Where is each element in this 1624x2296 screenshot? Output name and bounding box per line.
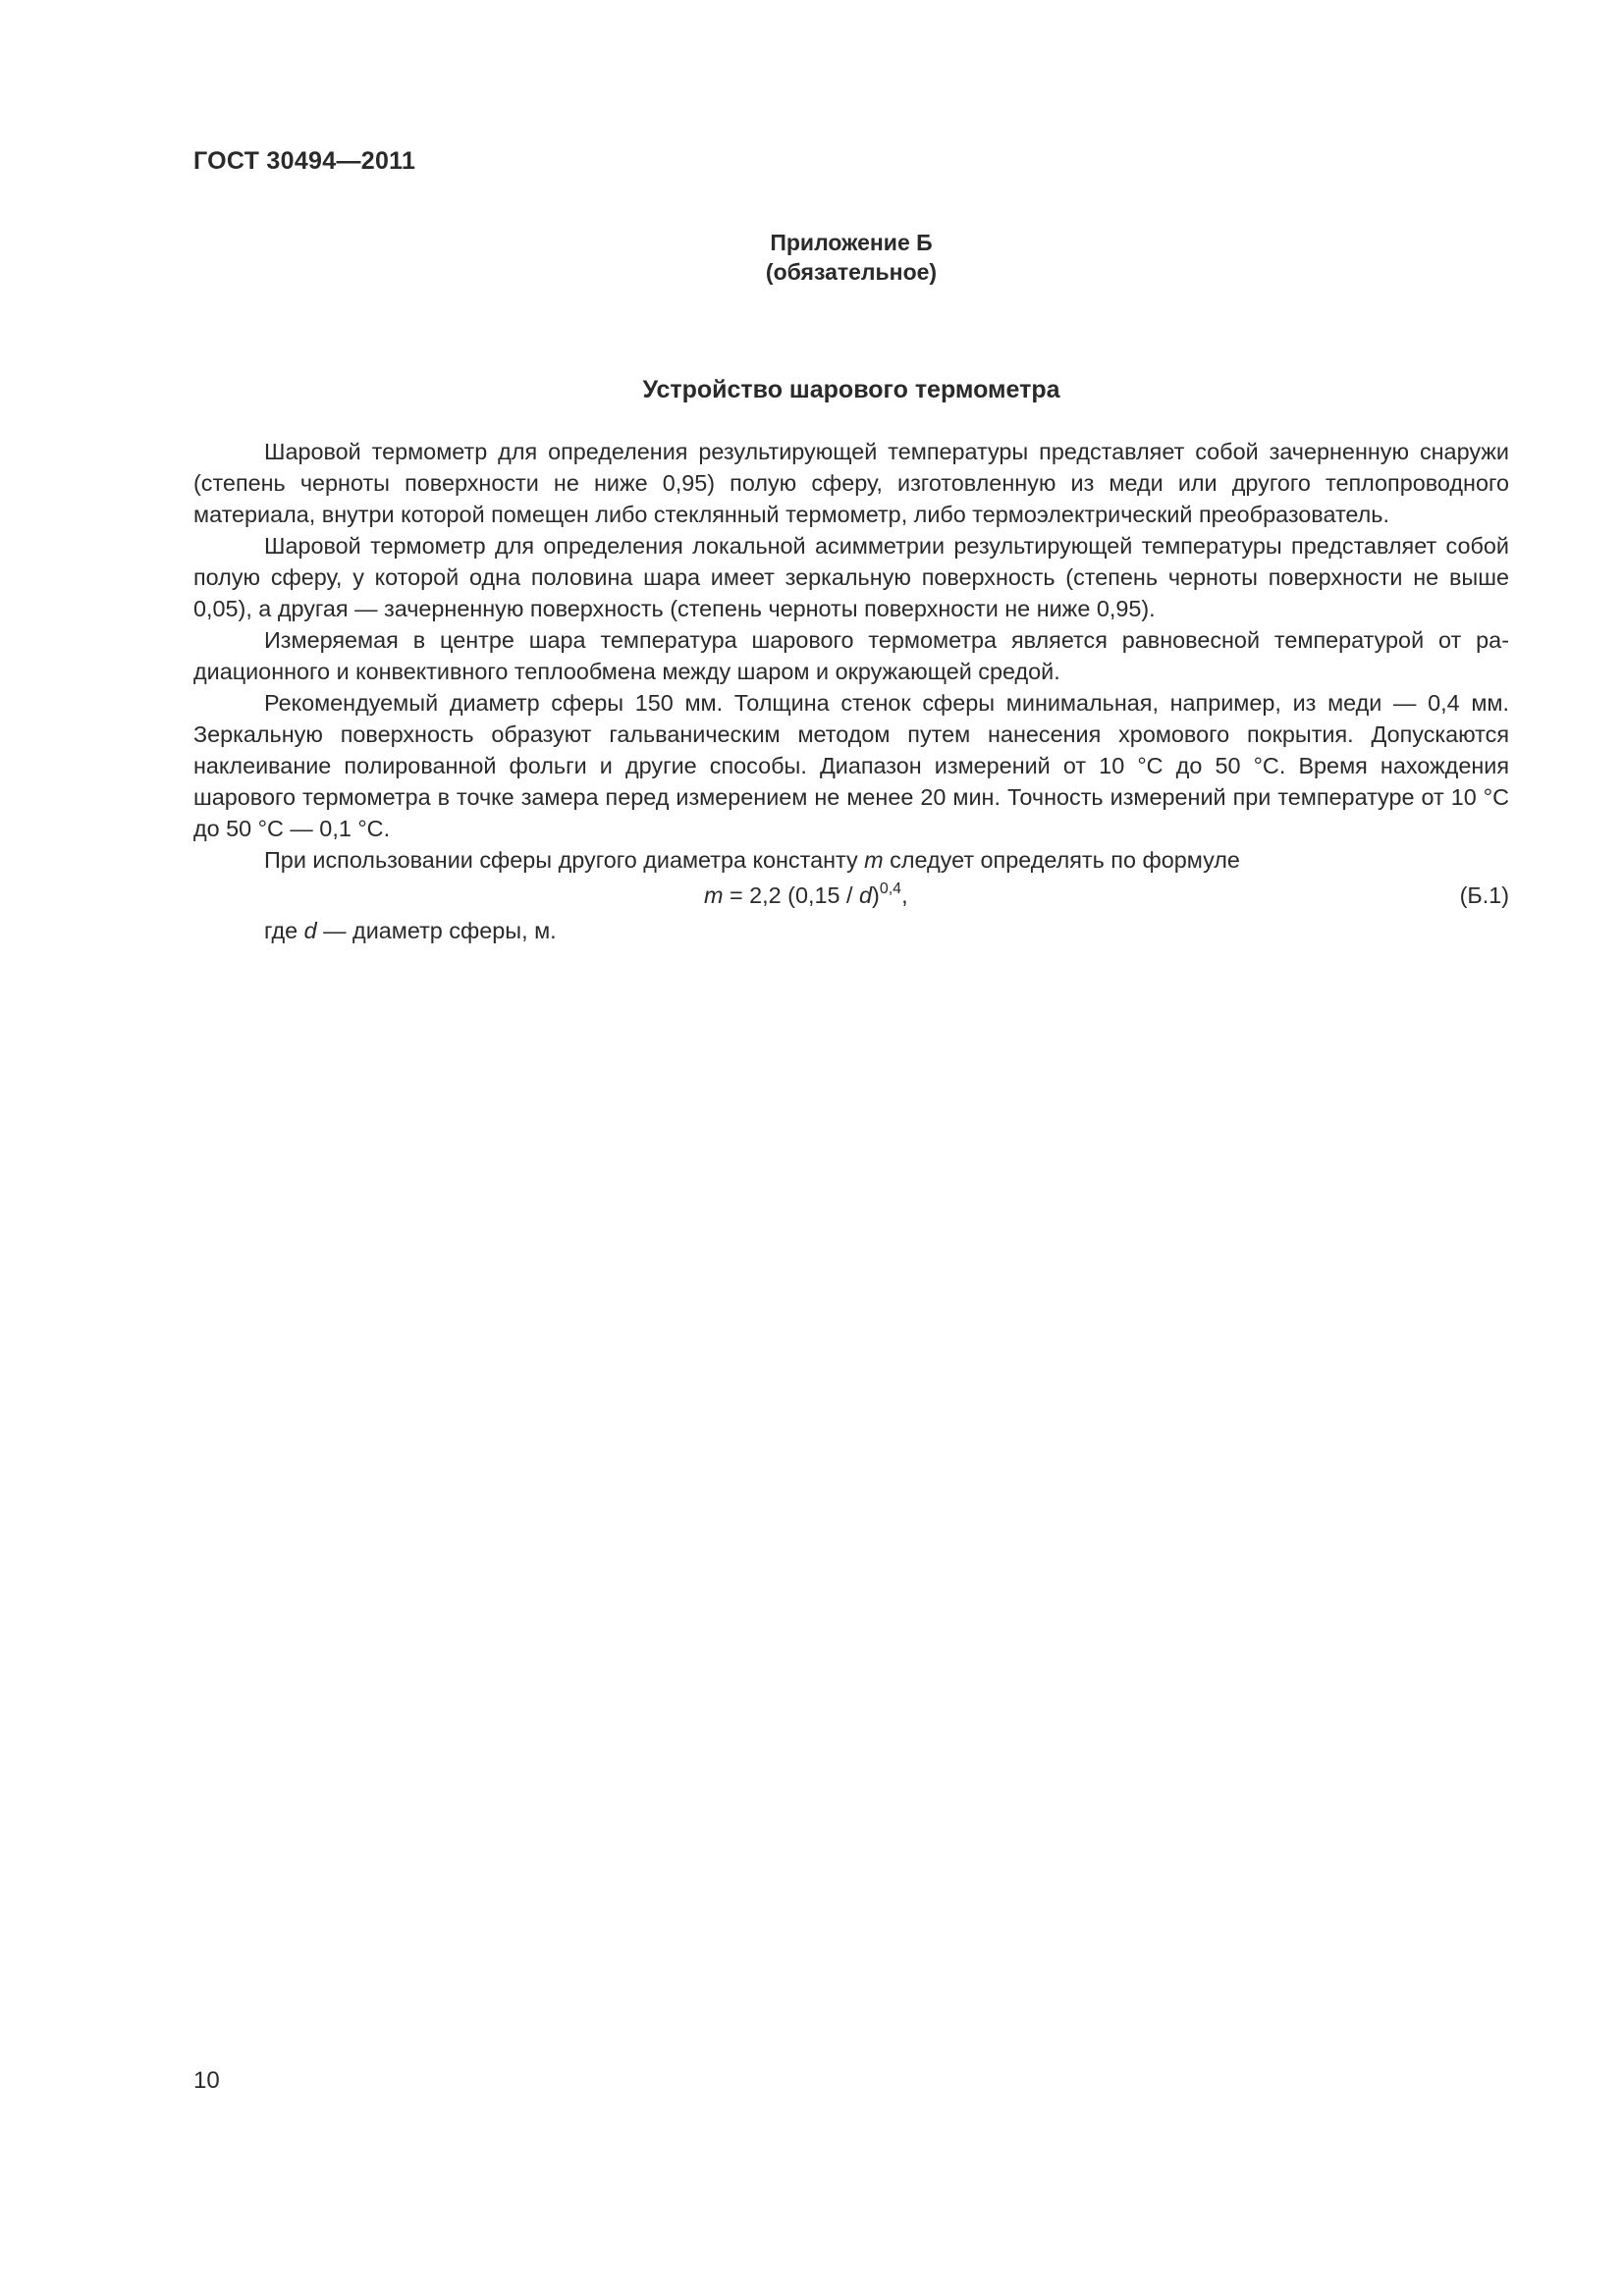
formula-coefficient: 2,2 (0,15 / (749, 882, 859, 908)
formula-close: ) (872, 882, 880, 908)
appendix-title: Приложение Б (770, 230, 933, 255)
formula-intro-after: следует определять по формуле (883, 847, 1240, 873)
appendix-status: (обязательное) (765, 259, 938, 285)
formula-row (193, 876, 1509, 915)
paragraph: Шаровой термометр для определения локальной асимметрии результирующей температуры представляет собой полую сферу, у которой одна половина шара имеет зеркальную поверхность (степень черноты поверхности не выше 0,05), а другая — зачерненную поверхность (степень черноты поверхности не ниже 0,95). (193, 533, 1509, 621)
formula-exponent: 0,4 (879, 881, 902, 897)
formula-tail: , (901, 882, 908, 908)
formula (704, 880, 908, 915)
formula-intro-variable: m (864, 847, 884, 873)
formula-intro-paragraph (193, 844, 1509, 876)
formula-number: (Б.1) (1459, 882, 1509, 908)
where-prefix: где (264, 918, 304, 943)
formula-lhs: m (704, 882, 724, 908)
paragraph: Рекомендуемый диаметр сферы 150 мм. Толщина стенок сферы минимальная, например, из меди — 0,4 мм. Зеркальную поверхность образуют гальваническим методом путем нанесения хромового покрытия. Допускаются наклеивание полированной фольги и другие способы. Диапазон измерений от 10 °С до 50 °С. Время нахождения шарового термометра в точке замера перед измерением не менее 20 мин. Точность измерений при температуре от 10 °С до 50 °С — 0,1 °С. (193, 690, 1509, 841)
where-clause (193, 915, 1509, 946)
paragraph: Шаровой термометр для определения результирующей температуры представляет собой зачерненную снаружи (степень черноты поверхности не ниже 0,95) полую сферу, изготовленную из меди или другого теплопроводного материала, внутри которой помещен либо стеклянный термометр, либо термоэлектрический преобразователь. (193, 439, 1509, 527)
appendix-heading (193, 228, 1509, 287)
body-text (193, 436, 1509, 946)
formula-variable-d: d (859, 882, 873, 908)
paragraph: Измеряемая в центре шара температура шарового термометра является равновесной температурой от радиационного и конвективного теплообмена между шаром и окружающей средой. (193, 627, 1509, 684)
page-number: 10 (193, 2067, 220, 2094)
formula-equals: = (723, 882, 750, 908)
where-variable: d (303, 918, 317, 943)
section-title: Устройство шарового термометра (642, 376, 1060, 403)
formula-intro-before: При использовании сферы другого диаметра константу (264, 847, 865, 873)
where-text: — диаметр сферы, м. (316, 918, 557, 943)
document-code: ГОСТ 30494—2011 (193, 147, 416, 175)
